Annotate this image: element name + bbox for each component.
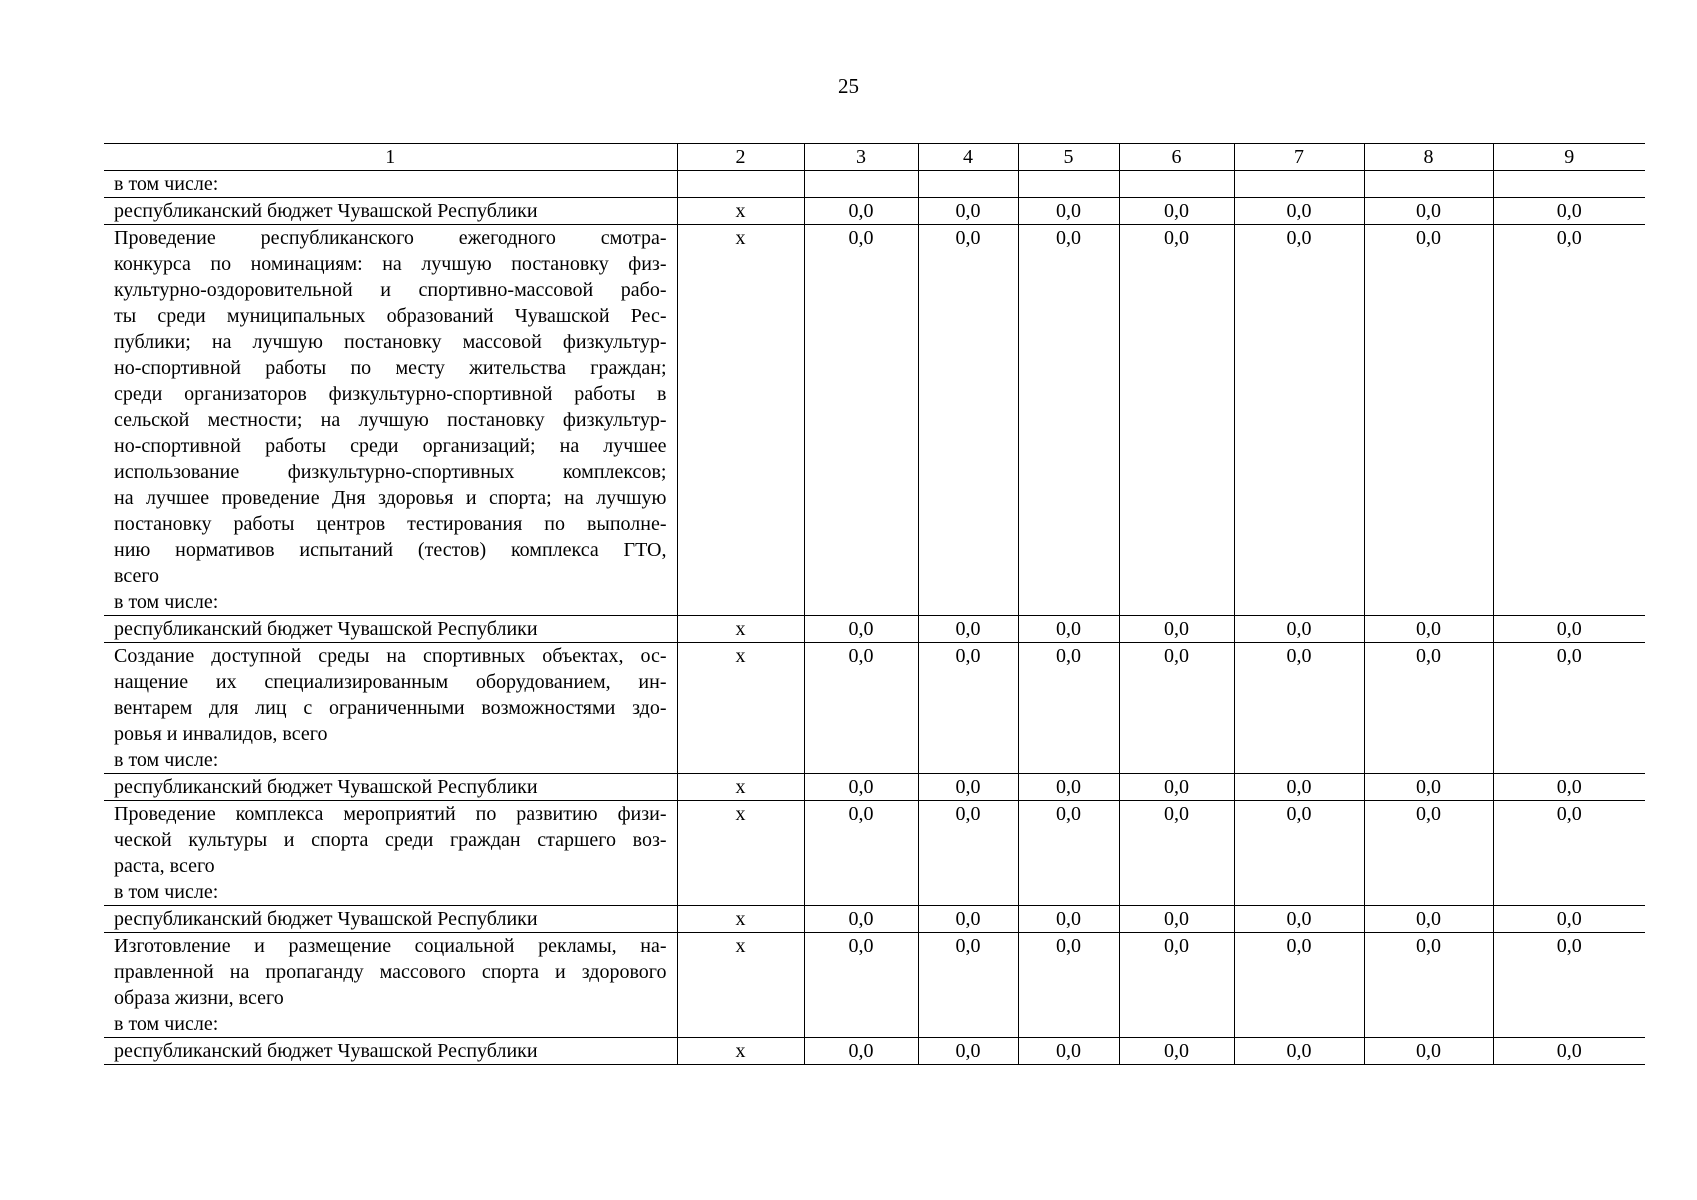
value-cell: 0,0	[918, 774, 1018, 801]
value-cell: 0,0	[918, 616, 1018, 643]
value-cell: 0,0	[1119, 933, 1234, 1038]
value-cell: 0,0	[918, 933, 1018, 1038]
value-cell: х	[677, 198, 804, 225]
row-label-line: культурно-оздоровительной и спортивно-массовой рабо-	[114, 279, 667, 301]
value-cell: 0,0	[1493, 643, 1645, 774]
table-body	[104, 144, 1645, 1065]
row-label-line: Создание доступной среды на спортивных объектах, ос-	[114, 645, 667, 667]
row-label-line: в том числе:	[114, 881, 219, 903]
table-row	[104, 801, 1645, 906]
row-label-line: нию нормативов испытаний (тестов) комплекса ГТО,	[114, 539, 667, 561]
row-label-line: в том числе:	[114, 1013, 219, 1035]
value-cell: 0,0	[1018, 774, 1119, 801]
value-cell: 0,0	[1364, 616, 1493, 643]
value-cell: 0,0	[1493, 774, 1645, 801]
row-label-line: нащение их специализированным оборудованием, ин-	[114, 671, 667, 693]
value-cell: 0,0	[1234, 801, 1364, 906]
value-cell: 0,0	[1493, 906, 1645, 933]
row-label	[104, 643, 677, 774]
row-label-line: но-спортивной работы по месту жительства граждан;	[114, 357, 667, 379]
page-number: 25	[838, 74, 859, 98]
value-cell: х	[677, 225, 804, 616]
value-cell: 0,0	[1364, 1038, 1493, 1065]
value-cell: 0,0	[1119, 1038, 1234, 1065]
value-cell	[1493, 171, 1645, 198]
value-cell: 0,0	[918, 1038, 1018, 1065]
value-cell: 0,0	[1364, 801, 1493, 906]
value-cell: 0,0	[804, 616, 918, 643]
value-cell	[1018, 171, 1119, 198]
value-cell: 0,0	[1018, 801, 1119, 906]
budget-table	[104, 143, 1645, 1065]
value-cell: 0,0	[1018, 198, 1119, 225]
table-row	[104, 933, 1645, 1038]
value-cell: 0,0	[1364, 774, 1493, 801]
row-label	[104, 933, 677, 1038]
value-cell: 0,0	[804, 933, 918, 1038]
value-cell	[1234, 171, 1364, 198]
table-row	[104, 1038, 1645, 1065]
value-cell: 0,0	[1364, 198, 1493, 225]
value-cell: 0,0	[1119, 643, 1234, 774]
table-row	[104, 616, 1645, 643]
row-label-line: вентарем для лиц с ограниченными возможностями здо-	[114, 697, 667, 719]
row-label-line: Проведение республиканского ежегодного смотра-	[114, 227, 667, 249]
row-label-line: постановку работы центров тестирования по выполне-	[114, 513, 667, 535]
row-label	[104, 198, 677, 225]
value-cell: 0,0	[1234, 1038, 1364, 1065]
value-cell	[1364, 171, 1493, 198]
value-cell: х	[677, 643, 804, 774]
value-cell: 0,0	[1018, 616, 1119, 643]
value-cell: 0,0	[804, 643, 918, 774]
row-label-line: ты среди муниципальных образований Чувашской Рес-	[114, 305, 667, 327]
value-cell: х	[677, 774, 804, 801]
value-cell: 0,0	[918, 801, 1018, 906]
value-cell	[677, 171, 804, 198]
value-cell: 0,0	[1493, 616, 1645, 643]
value-cell: 0,0	[1018, 1038, 1119, 1065]
table-row	[104, 774, 1645, 801]
value-cell: 0,0	[1364, 933, 1493, 1038]
row-label-line: на лучшее проведение Дня здоровья и спорта; на лучшую	[114, 487, 667, 509]
value-cell: 0,0	[1234, 774, 1364, 801]
row-label-line: всего	[114, 565, 160, 587]
row-label-line: в том числе:	[114, 591, 219, 613]
value-cell: 0,0	[1364, 643, 1493, 774]
value-cell: 0,0	[1119, 906, 1234, 933]
value-cell: 0,0	[1234, 198, 1364, 225]
header-cell: 9	[1493, 144, 1645, 171]
header-cell: 4	[918, 144, 1018, 171]
value-cell: 0,0	[918, 906, 1018, 933]
header-cell: 3	[804, 144, 918, 171]
value-cell: х	[677, 1038, 804, 1065]
row-label-line: раста, всего	[114, 855, 215, 877]
value-cell: 0,0	[804, 198, 918, 225]
value-cell: 0,0	[1493, 801, 1645, 906]
row-label	[104, 801, 677, 906]
value-cell: 0,0	[1234, 906, 1364, 933]
row-label-line: но-спортивной работы среди организаций; на лучшее	[114, 435, 667, 457]
value-cell: 0,0	[804, 1038, 918, 1065]
row-label-line: Изготовление и размещение социальной рекламы, на-	[114, 935, 667, 957]
header-cell: 5	[1018, 144, 1119, 171]
header-cell: 2	[677, 144, 804, 171]
row-label-line: в том числе:	[114, 173, 219, 195]
value-cell: 0,0	[1493, 225, 1645, 616]
value-cell: 0,0	[1119, 616, 1234, 643]
value-cell	[918, 171, 1018, 198]
table-row	[104, 643, 1645, 774]
value-cell: 0,0	[804, 906, 918, 933]
value-cell: 0,0	[1018, 643, 1119, 774]
row-label	[104, 774, 677, 801]
value-cell: 0,0	[1364, 906, 1493, 933]
row-label-line: республиканский бюджет Чувашской Республики	[114, 618, 538, 640]
row-label-line: республиканский бюджет Чувашской Республики	[114, 908, 538, 930]
value-cell: 0,0	[1018, 225, 1119, 616]
row-label	[104, 906, 677, 933]
value-cell: 0,0	[918, 198, 1018, 225]
value-cell: 0,0	[1018, 933, 1119, 1038]
header-row	[104, 144, 1645, 171]
value-cell: 0,0	[918, 225, 1018, 616]
value-cell: х	[677, 933, 804, 1038]
row-label-line: ческой культуры и спорта среди граждан старшего воз-	[114, 829, 667, 851]
value-cell: 0,0	[1234, 225, 1364, 616]
value-cell	[1119, 171, 1234, 198]
row-label-line: использование физкультурно-спортивных комплексов;	[114, 461, 667, 483]
value-cell: 0,0	[1234, 616, 1364, 643]
header-cell: 8	[1364, 144, 1493, 171]
row-label-line: Проведение комплекса мероприятий по развитию физи-	[114, 803, 667, 825]
row-label-line: сельской местности; на лучшую постановку физкультур-	[114, 409, 667, 431]
value-cell: 0,0	[1119, 774, 1234, 801]
value-cell: 0,0	[804, 774, 918, 801]
value-cell: 0,0	[1493, 1038, 1645, 1065]
table-row	[104, 171, 1645, 198]
row-label-line: ровья и инвалидов, всего	[114, 723, 328, 745]
row-label	[104, 225, 677, 616]
value-cell: 0,0	[1364, 225, 1493, 616]
value-cell: 0,0	[1018, 906, 1119, 933]
value-cell: 0,0	[1234, 643, 1364, 774]
row-label-line: республиканский бюджет Чувашской Республики	[114, 1040, 538, 1062]
row-label-line: республиканский бюджет Чувашской Республики	[114, 200, 538, 222]
row-label-line: образа жизни, всего	[114, 987, 284, 1009]
value-cell: 0,0	[918, 643, 1018, 774]
value-cell: 0,0	[1493, 198, 1645, 225]
value-cell: 0,0	[1119, 225, 1234, 616]
row-label-line: правленной на пропаганду массового спорта и здорового	[114, 961, 667, 983]
table-row	[104, 198, 1645, 225]
value-cell: 0,0	[1493, 933, 1645, 1038]
row-label-line: среди организаторов физкультурно-спортивной работы в	[114, 383, 667, 405]
row-label-line: публики; на лучшую постановку массовой физкультур-	[114, 331, 667, 353]
value-cell	[804, 171, 918, 198]
table-row	[104, 906, 1645, 933]
row-label-line: в том числе:	[114, 749, 219, 771]
header-cell: 7	[1234, 144, 1364, 171]
row-label-line: республиканский бюджет Чувашской Республики	[114, 776, 538, 798]
row-label	[104, 616, 677, 643]
row-label-line: конкурса по номинациям: на лучшую постановку физ-	[114, 253, 667, 275]
header-cell: 1	[104, 144, 677, 171]
value-cell: 0,0	[1234, 933, 1364, 1038]
table-row	[104, 225, 1645, 616]
value-cell: 0,0	[1119, 198, 1234, 225]
row-label	[104, 171, 677, 198]
header-cell: 6	[1119, 144, 1234, 171]
value-cell: 0,0	[1119, 801, 1234, 906]
value-cell: 0,0	[804, 225, 918, 616]
value-cell: 0,0	[804, 801, 918, 906]
value-cell: х	[677, 616, 804, 643]
value-cell: х	[677, 801, 804, 906]
value-cell: х	[677, 906, 804, 933]
row-label	[104, 1038, 677, 1065]
